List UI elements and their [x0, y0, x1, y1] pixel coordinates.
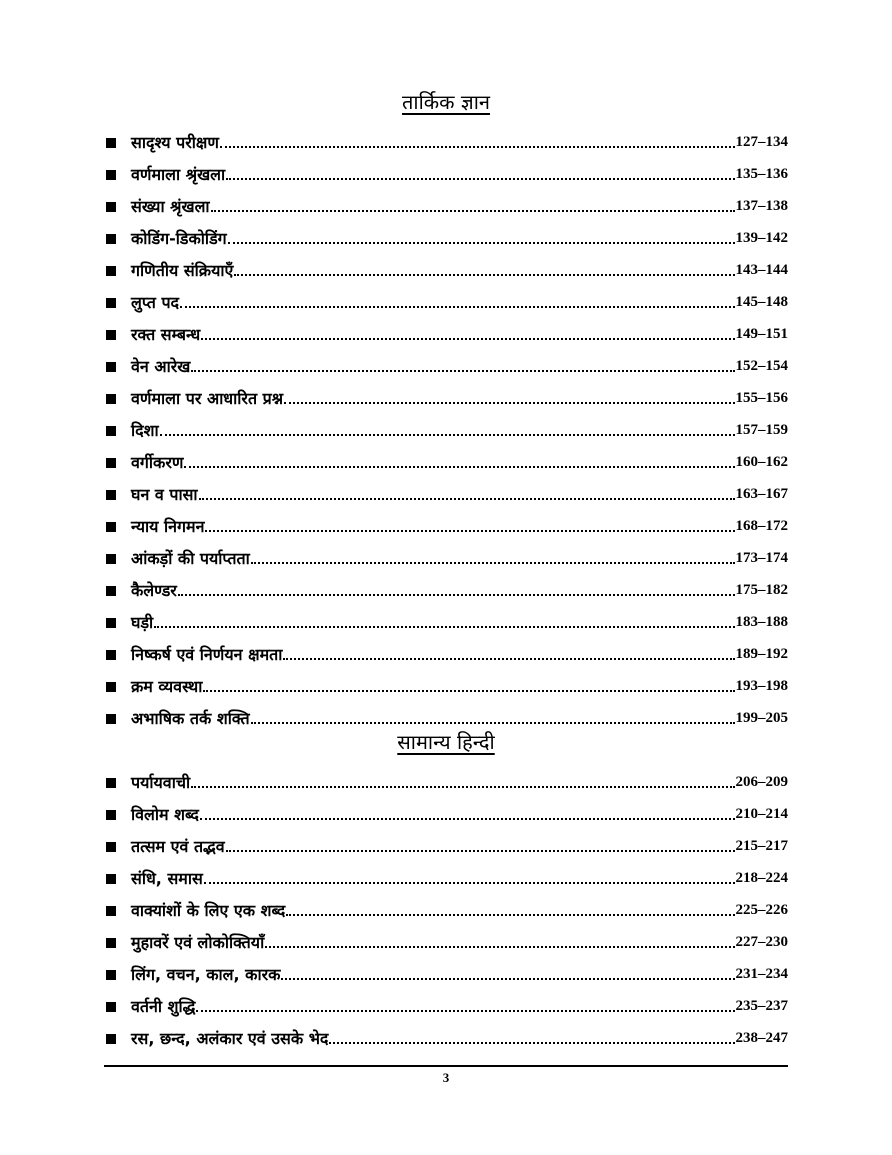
toc-entry-title: आंकड़ों की पर्याप्तता [131, 549, 250, 568]
toc-entry-pages: 189–192 [735, 646, 788, 662]
square-bullet-icon [106, 906, 116, 916]
toc-entry-pages: 143–144 [735, 262, 788, 278]
square-bullet-icon [106, 1002, 116, 1012]
toc-entry [106, 762, 788, 794]
toc-entry [106, 442, 788, 474]
toc-entry [106, 890, 788, 922]
dot-leader [228, 242, 735, 244]
square-bullet-icon [106, 682, 116, 692]
toc-entry-pages: 160–162 [735, 454, 788, 470]
dot-leader [160, 434, 735, 436]
dot-leader [283, 658, 734, 660]
square-bullet-icon [106, 170, 116, 180]
square-bullet-icon [106, 970, 116, 980]
dot-leader [281, 978, 734, 980]
toc-entry-title: विलोम शब्द [131, 805, 199, 824]
dot-leader [196, 1010, 734, 1012]
toc-entry [106, 282, 788, 314]
toc-entry-pages: 135–136 [735, 166, 788, 182]
toc-entry-title: कैलेण्डर [131, 581, 177, 600]
toc-list-reasoning [106, 122, 788, 730]
dot-leader [251, 562, 735, 564]
toc-entry-title: तत्सम एवं तद्भव [131, 837, 225, 856]
toc-entry-title: दिशा [131, 421, 159, 440]
toc-entry [106, 506, 788, 538]
toc-entry-title: वर्णमाला श्रृंखला [131, 165, 226, 184]
toc-entry [106, 858, 788, 890]
section-heading-reasoning: तार्किक ज्ञान [402, 90, 490, 114]
section-heading-hindi: सामान्य हिन्दी [397, 730, 495, 754]
square-bullet-icon [106, 458, 116, 468]
dot-leader [203, 690, 734, 692]
square-bullet-icon [106, 1034, 116, 1044]
toc-entry [106, 1018, 788, 1050]
square-bullet-icon [106, 586, 116, 596]
dot-leader [201, 338, 734, 340]
toc-entry-pages: 238–247 [735, 1030, 788, 1046]
toc-entry-title: वर्तनी शुद्धि [131, 997, 196, 1016]
toc-entry-pages: 183–188 [735, 614, 788, 630]
toc-entry [106, 378, 788, 410]
dot-leader [154, 626, 734, 628]
toc-entry [106, 186, 788, 218]
toc-entry-pages: 149–151 [735, 326, 788, 342]
toc-entry-title: रस, छन्द, अलंकार एवं उसके भेद [131, 1029, 329, 1048]
toc-entry [106, 538, 788, 570]
toc-entry-title: कोडिंग-डिकोडिंग [131, 229, 227, 248]
toc-entry [106, 250, 788, 282]
square-bullet-icon [106, 394, 116, 404]
toc-entry-title: वाक्यांशों के लिए एक शब्द [131, 901, 286, 920]
dot-leader [220, 146, 735, 148]
square-bullet-icon [106, 650, 116, 660]
toc-entry-title: मुहावरें एवं लोकोक्तियाँ [131, 933, 265, 952]
dot-leader [265, 946, 734, 948]
toc-entry [106, 602, 788, 634]
toc-entry-title: पर्यायवाची [131, 773, 191, 792]
square-bullet-icon [106, 714, 116, 724]
toc-entry [106, 410, 788, 442]
toc-entry-title: घन व पासा [131, 485, 198, 504]
toc-entry [106, 954, 788, 986]
toc-entry [106, 218, 788, 250]
toc-entry-pages: 139–142 [735, 230, 788, 246]
page-number: 3 [442, 1070, 450, 1085]
square-bullet-icon [106, 938, 116, 948]
toc-entry [106, 314, 788, 346]
square-bullet-icon [106, 202, 116, 212]
toc-entry-title: लुप्त पद [131, 293, 180, 312]
dot-leader [199, 498, 735, 500]
toc-entry-title: घड़ी [131, 613, 154, 632]
square-bullet-icon [106, 778, 116, 788]
square-bullet-icon [106, 426, 116, 436]
dot-leader [329, 1042, 734, 1044]
dot-leader [251, 722, 735, 724]
toc-entry-pages: 199–205 [735, 710, 788, 726]
toc-entry [106, 154, 788, 186]
square-bullet-icon [106, 234, 116, 244]
toc-entry [106, 794, 788, 826]
square-bullet-icon [106, 298, 116, 308]
dot-leader [178, 594, 735, 596]
toc-entry-pages: 152–154 [735, 358, 788, 374]
square-bullet-icon [106, 522, 116, 532]
square-bullet-icon [106, 842, 116, 852]
square-bullet-icon [106, 810, 116, 820]
toc-entry-pages: 175–182 [735, 582, 788, 598]
toc-entry-pages: 157–159 [735, 422, 788, 438]
toc-entry-pages: 193–198 [735, 678, 788, 694]
square-bullet-icon [106, 618, 116, 628]
toc-entry-pages: 168–172 [735, 518, 788, 534]
dot-leader [226, 178, 734, 180]
toc-entry [106, 666, 788, 698]
square-bullet-icon [106, 362, 116, 372]
dot-leader [180, 306, 734, 308]
toc-entry-pages: 235–237 [735, 998, 788, 1014]
dot-leader [184, 466, 734, 468]
dot-leader [191, 786, 734, 788]
toc-entry [106, 346, 788, 378]
toc-entry-title: संख्या श्रृंखला [131, 197, 210, 216]
toc-entry-pages: 215–217 [735, 838, 788, 854]
dot-leader [234, 274, 734, 276]
toc-entry [106, 986, 788, 1018]
toc-entry [106, 122, 788, 154]
dot-leader [204, 882, 735, 884]
toc-entry-pages: 227–230 [735, 934, 788, 950]
toc-entry-pages: 231–234 [735, 966, 788, 982]
toc-entry-title: वेन आरेख [131, 357, 191, 376]
toc-entry-title: वर्गीकरण [131, 453, 184, 472]
toc-entry-pages: 127–134 [735, 134, 788, 150]
toc-entry-title: क्रम व्यवस्था [131, 677, 203, 696]
toc-entry [106, 634, 788, 666]
toc-list-hindi [106, 762, 788, 1050]
toc-entry-pages: 218–224 [735, 870, 788, 886]
toc-entry [106, 826, 788, 858]
dot-leader [191, 370, 734, 372]
dot-leader [211, 210, 735, 212]
toc-entry-pages: 145–148 [735, 294, 788, 310]
toc-entry [106, 698, 788, 730]
toc-entry-title: सादृश्य परीक्षण [131, 133, 219, 152]
square-bullet-icon [106, 138, 116, 148]
square-bullet-icon [106, 330, 116, 340]
toc-entry-title: वर्णमाला पर आधारित प्रश्न [131, 389, 284, 408]
toc-entry [106, 474, 788, 506]
dot-leader [286, 914, 734, 916]
toc-entry-pages: 173–174 [735, 550, 788, 566]
toc-entry-pages: 163–167 [735, 486, 788, 502]
toc-entry [106, 570, 788, 602]
dot-leader [205, 530, 734, 532]
dot-leader [226, 850, 735, 852]
square-bullet-icon [106, 874, 116, 884]
toc-entry-title: निष्कर्ष एवं निर्णयन क्षमता [131, 645, 283, 664]
toc-entry-title: लिंग, वचन, काल, कारक [131, 965, 281, 984]
footer-divider [104, 1065, 788, 1067]
dot-leader [200, 818, 735, 820]
square-bullet-icon [106, 266, 116, 276]
square-bullet-icon [106, 554, 116, 564]
toc-entry-pages: 155–156 [735, 390, 788, 406]
toc-entry-title: रक्त सम्बन्ध [131, 325, 201, 344]
toc-entry [106, 922, 788, 954]
toc-entry-title: गणितीय संक्रियाएँ [131, 261, 234, 280]
toc-entry-title: अभाषिक तर्क शक्ति [131, 709, 250, 728]
square-bullet-icon [106, 490, 116, 500]
dot-leader [284, 402, 734, 404]
toc-entry-pages: 137–138 [735, 198, 788, 214]
toc-entry-title: न्याय निगमन [131, 517, 205, 536]
toc-entry-title: संधि, समास [131, 869, 203, 888]
toc-entry-pages: 210–214 [735, 806, 788, 822]
toc-entry-pages: 206–209 [735, 774, 788, 790]
toc-entry-pages: 225–226 [735, 902, 788, 918]
